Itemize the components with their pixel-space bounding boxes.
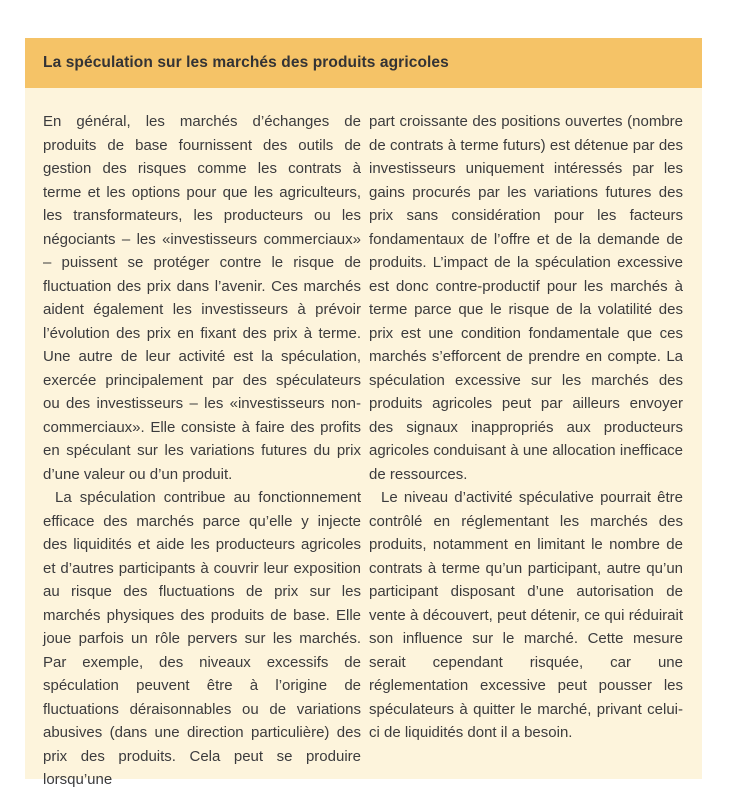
box-body (25, 88, 702, 788)
paragraph-regulation: Le niveau d’activité spéculative pourrait être contrôlé en réglementant les marchés des produits, notamment en limitant le nombre de contrats à terme qu’un participant, autre qu’un participant disposant d’une autorisation de vente à découvert, peut détenir, ce qui réduirait son influence sur le marché. Cette mesure serait cependant risquée, car une réglementation excessive peut pousser les spéculateurs à quitter le marché, privant celui-ci de liquidités dont il a besoin. (369, 489, 683, 741)
box-title: La spéculation sur les marchés des produits agricoles (43, 54, 449, 71)
text-column-left (43, 110, 361, 788)
paragraph-speculation-role-continued: part croissante des positions ouvertes (nombre de contrats à terme futurs) est détenue par des investisseurs uniquement intéressés par les gains procurés par les variations futures des prix sans considération pour les facteurs fondamentaux de l’offre et de la demande de produits. L’impact de la spéculation excessive est donc contre-productif pour les marchés à terme parce que le risque de la volatilité des prix est une condition fondamentale que ces marchés s’efforcent de prendre en compte. La spéculation excessive sur les marchés des produits agricoles peut par ailleurs envoyer des signaux inappropriés aux producteurs agricoles conduisant à une allocation inefficace de ressources. (369, 113, 683, 483)
box-header (25, 38, 702, 88)
text-column-right (369, 110, 683, 765)
paragraph-speculation-role: La spéculation contribue au fonctionnement efficace des marchés parce qu’elle y injecte des liquidités et aide les producteurs agricoles et d’autres participants à couvrir leur exposition au risque des fluctuations de prix sur les marchés physiques des produits de base. Elle joue parfois un rôle pervers sur les marchés. Par exemple, des niveaux excessifs de spéculation peuvent être à l’origine de fluctuations déraisonnables ou de variations abusives (dans une direction particulière) des prix des produits. Cela peut se produire lorsqu’une (43, 489, 361, 788)
info-box (25, 38, 702, 788)
paragraph-intro: En général, les marchés d’échanges de produits de base fournissent des outils de gestion des risques comme les contrats à terme et les options pour que les agriculteurs, les transformateurs, les producteurs ou les négociants – les «investisseurs commerciaux» – puissent se protéger contre le risque de fluctuation des prix dans l’avenir. Ces marchés aident également les investisseurs à prévoir l’évolution des prix en fixant des prix à terme. Une autre de leur activité est la spéculation, exercée principalement par des spéculateurs ou des investisseurs – les «investisseurs non-commerciaux». Elle consiste à faire des profits en spéculant sur les variations futures du prix d’une valeur ou d’un produit. (43, 113, 361, 483)
